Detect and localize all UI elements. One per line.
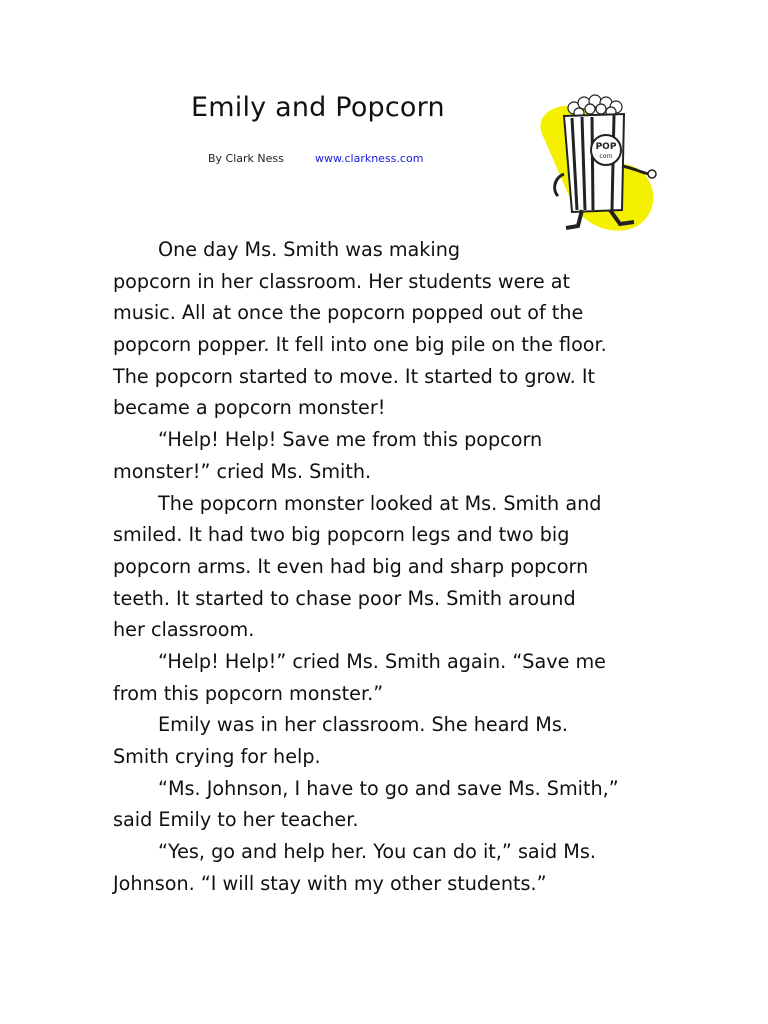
story-title: Emily and Popcorn <box>191 92 445 123</box>
svg-text:POP: POP <box>595 142 617 152</box>
story-line: said Emily to her teacher. <box>113 808 359 832</box>
author-byline: By Clark Ness <box>208 152 284 165</box>
story-line: became a popcorn monster! <box>113 396 386 420</box>
story-line: One day Ms. Smith was making <box>158 238 461 261</box>
story-line: popcorn popper. It fell into one big pile on the floor. <box>113 333 607 357</box>
story-line: “Help! Help! Save me from this popcorn <box>158 428 543 452</box>
story-line: teeth. It started to chase poor Ms. Smith around <box>113 586 576 610</box>
story-line: her classroom. <box>113 618 255 642</box>
story-line: popcorn in her classroom. Her students were at <box>113 269 571 293</box>
story-line: from this popcorn monster.” <box>113 681 384 705</box>
story-line: monster!” cried Ms. Smith. <box>113 459 372 483</box>
story-text <box>113 234 683 899</box>
story-line: Johnson. “I will stay with my other students.” <box>113 871 547 895</box>
website-link[interactable]: www.clarkness.com <box>315 152 424 165</box>
story-line: Smith crying for help. <box>113 745 321 768</box>
story-line: popcorn arms. It even had big and sharp popcorn <box>113 554 589 578</box>
story-line: “Help! Help!” cried Ms. Smith again. “Save me <box>158 649 606 673</box>
story-line: The popcorn started to move. It started to grow. It <box>113 364 596 388</box>
popcorn-bag-character-icon <box>530 94 682 234</box>
story-line: smiled. It had two big popcorn legs and two big <box>113 523 570 547</box>
story-line: Emily was in her classroom. She heard Ms. <box>158 713 568 737</box>
svg-text:corn: corn <box>599 153 613 160</box>
story-line: “Ms. Johnson, I have to go and save Ms. Smith,” <box>158 776 619 800</box>
story-line: The popcorn monster looked at Ms. Smith and <box>158 491 602 515</box>
story-line: “Yes, go and help her. You can do it,” said Ms. <box>158 840 596 864</box>
story-line: music. All at once the popcorn popped out of the <box>113 301 584 325</box>
